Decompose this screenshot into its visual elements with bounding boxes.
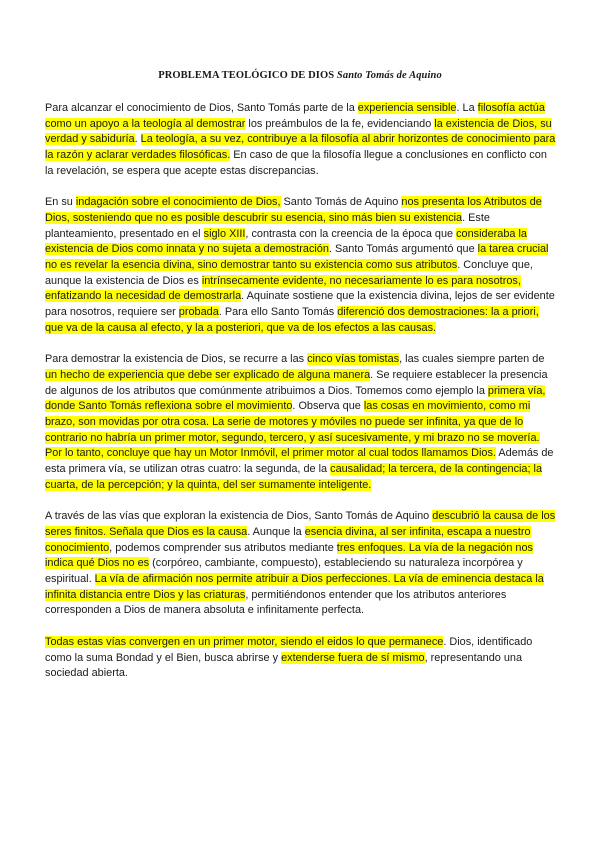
paragraph-text: . La xyxy=(456,102,478,114)
highlighted-text: diferenció dos demostraciones: la a priori, que va de la causa al efecto, y la a posteriori, que va de los efectos a las causas. xyxy=(45,306,539,334)
paragraph-text: Además de esta primera vía, se utilizan otras cuatro: la segunda, de la xyxy=(45,447,554,476)
paragraph-text: . Para ello Santo Tomás xyxy=(218,306,338,319)
highlighted-text: probada xyxy=(178,306,219,319)
highlighted-text: la existencia de Dios, su verdad y sabiduría xyxy=(45,117,552,146)
paragraph-text: En su xyxy=(45,196,76,209)
paragraph xyxy=(45,509,557,619)
document-title xyxy=(0,70,600,81)
highlighted-text: experiencia sensible xyxy=(357,102,457,114)
paragraph-text: . Se requiere establecer la presencia de algunos de los atributos que comúnmente atribuimos a Dios. Tomemos como ejemplo la xyxy=(45,368,548,397)
paragraph-text: . Concluye que, aunque la existencia de Dios es xyxy=(45,259,533,287)
highlighted-text: filosofía actúa como un apoyo a la teología al demostrar xyxy=(45,102,545,130)
paragraph-text: En caso de que la filosofía llegue a conclusiones en conflicto con la revelación, se espera que acepte estas discrepancias. xyxy=(45,149,547,177)
highlighted-text: la tarea crucial no es revelar la esencia divina, sino demostrar tanto su existencia como sus atributos xyxy=(45,243,549,272)
highlighted-text: La teología, a su vez, contribuye a la filosofía al abrir horizontes de conocimiento para la razón y aclarar verdades filosóficas. xyxy=(45,133,556,162)
paragraph xyxy=(45,101,557,180)
highlighted-text: esencia divina, al ser infinita, escapa a nuestro conocimiento xyxy=(45,525,531,554)
paragraph xyxy=(45,635,557,682)
paragraph xyxy=(45,195,557,336)
highlighted-text: descubrió la causa de los seres finitos. Señala que Dios es la causa xyxy=(45,510,556,538)
paragraph-text: , permitiéndonos entender que los atributos anteriores corresponden a Dios de manera absoluta e infinitamente perfecta. xyxy=(45,588,507,617)
highlighted-text: nos presenta los Atributos de Dios, sosteniendo que no es posible descubrir su esencia, sino más bien su existencia xyxy=(45,196,542,224)
highlighted-text: tres enfoques. La vía de la negación nos indica qué Dios no es xyxy=(45,541,533,570)
highlighted-text: cinco vías tomistas xyxy=(307,353,400,366)
highlighted-text: indagación sobre el conocimiento de Dios, xyxy=(75,196,281,209)
paragraph-text: . Observa que xyxy=(292,400,364,413)
highlighted-text: las cosas en movimiento, como mi brazo, son movidas por otra cosa. La serie de motores y móviles no puede ser infinita, ya que de lo contrario no habría un primer motor, segundo, tercero, y así sucesivamente, y mi brazo no se movería. Por lo tanto, concluye que hay un Motor Inmóvil, el primer motor al cual todos llamamos Dios. xyxy=(45,400,540,460)
highlighted-text: un hecho de experiencia que debe ser explicado de alguna manera xyxy=(45,368,371,381)
paragraph-text: . Dios, identificado como la suma Bondad y el Bien, busca abrirse y xyxy=(45,635,533,664)
paragraph-text: , podemos comprender sus atributos mediante xyxy=(109,541,337,554)
paragraph-text: . Santo Tomás argumentó que xyxy=(328,243,478,256)
paragraph-text: Para alcanzar el conocimiento de Dios, Santo Tomás parte de la xyxy=(45,102,358,114)
highlighted-text: consideraba la existencia de Dios como innata y no sujeta a demostración xyxy=(45,227,527,256)
paragraph-text: Para demostrar la existencia de Dios, se recurre a las xyxy=(45,353,308,366)
title-author: Santo Tomás de Aquino xyxy=(336,70,442,81)
paragraph-text: . Aunque la xyxy=(247,525,305,538)
paragraph-text: . Este planteamiento, presentado en el xyxy=(45,211,490,240)
paragraph-text: , las cuales siempre parten de xyxy=(399,353,545,366)
paragraph-text: los preámbulos de la fe, evidenciando xyxy=(245,117,435,130)
paragraph-text: . Aquinate sostiene que la existencia divina, lejos de ser evidente para nosotros, requiere ser xyxy=(45,290,555,319)
paragraph-text: (corpóreo, cambiante, compuesto), estableciendo su naturaleza incorpórea y espiritual. xyxy=(45,557,523,586)
highlighted-text: siglo XIII xyxy=(203,227,246,240)
highlighted-text: La vía de afirmación nos permite atribuir a Dios perfecciones. La vía de eminencia destaca la infinita distancia entre Dios y las criaturas xyxy=(45,573,544,601)
paragraph-text: A través de las vías que exploran la existencia de Dios, Santo Tomás de Aquino xyxy=(45,510,433,523)
paragraph-text: , contrasta con la creencia de la época que xyxy=(245,227,457,240)
paragraph-text: . xyxy=(134,133,141,146)
highlighted-text: intrínsecamente evidente, no necesariamente lo es para nosotros, enfatizando la necesidad de demostrarla xyxy=(45,274,521,303)
highlighted-text: extenderse fuera de sí mismo xyxy=(281,651,425,664)
title-text: PROBLEMA TEOLÓGICO DE DIOS xyxy=(158,70,335,81)
highlighted-text: Todas estas vías convergen en un primer motor, siendo el eidos lo que permanece xyxy=(45,635,444,648)
paragraph-text: , representando una sociedad abierta. xyxy=(45,651,523,680)
paragraph xyxy=(45,352,557,493)
document-body xyxy=(45,101,557,698)
highlighted-text: causalidad; la tercera, de la contingencia; la cuarta, de la percepción; y la quinta, del ser sumamente inteligente. xyxy=(45,463,543,491)
highlighted-text: primera vía, donde Santo Tomás reflexiona sobre el movimiento xyxy=(45,384,546,413)
paragraph-text: Santo Tomás de Aquino xyxy=(280,196,402,209)
